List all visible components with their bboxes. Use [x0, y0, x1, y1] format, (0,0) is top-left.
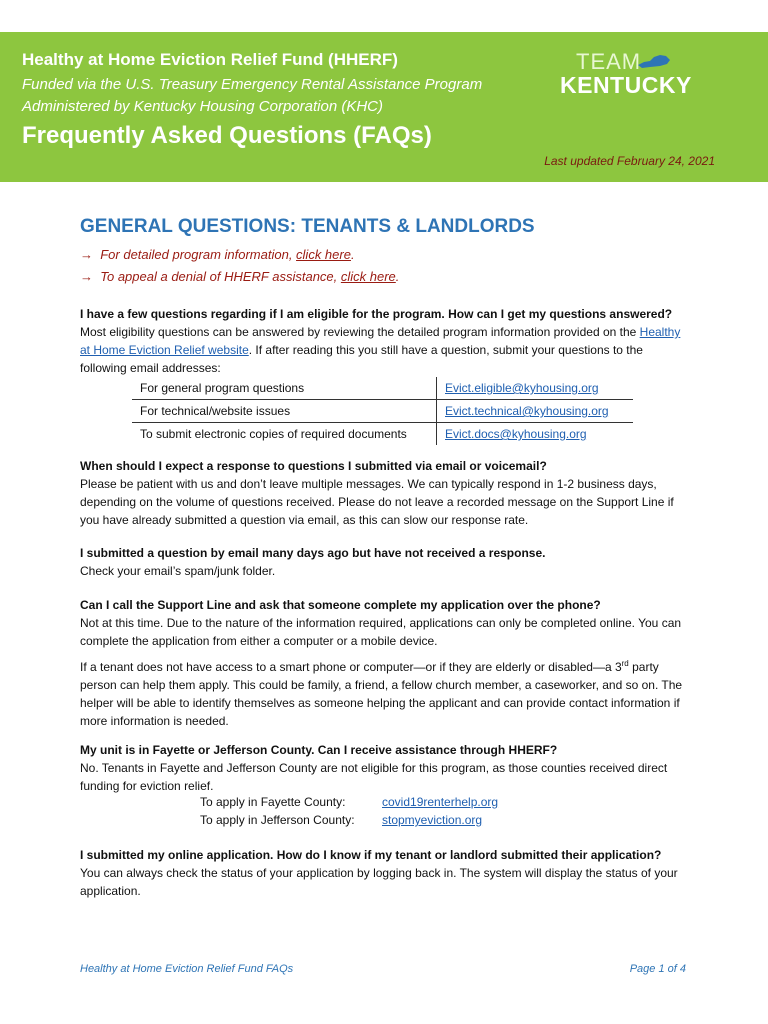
answer-county: No. Tenants in Fayette and Jefferson County are not eligible for this program, as those counties received direct funding for eviction relief.	[80, 761, 668, 793]
footer-title: Healthy at Home Eviction Relief Fund FAQs	[80, 963, 294, 975]
table-row	[132, 423, 633, 446]
arrow-icon: →	[80, 247, 93, 262]
appeal-line	[80, 269, 399, 284]
kentucky-state-icon	[636, 53, 672, 71]
email-link[interactable]: Evict.technical@kyhousing.org	[445, 404, 609, 418]
email-table	[132, 377, 633, 445]
jefferson-label: To apply in Jefferson County:	[200, 813, 355, 827]
question-application-status: I submitted my online application. How do I know if my tenant or landlord submitted their application?	[80, 848, 662, 862]
email-link[interactable]: Evict.docs@kyhousing.org	[445, 427, 587, 441]
page-number: Page 1 of 4	[629, 963, 686, 975]
email-purpose: For technical/website issues	[132, 400, 437, 423]
question-no-response: I submitted a question by email many days ago but have not received a response.	[80, 546, 546, 560]
answer-text: If a tenant does not have access to a smart phone or computer—or if they are elderly or disabled—a 3	[80, 660, 622, 674]
answer-text: Most eligibility questions can be answered by reviewing the detailed program information provided on the	[80, 325, 637, 339]
fayette-label: To apply in Fayette County:	[200, 795, 346, 809]
appeal-link[interactable]: click here	[340, 269, 396, 284]
program-info-text: For detailed program information,	[100, 247, 297, 262]
answer-no-response: Check your email’s spam/junk folder.	[80, 564, 276, 578]
section-heading: GENERAL QUESTIONS: TENANTS & LANDLORDS	[80, 216, 535, 237]
header-banner	[0, 32, 768, 182]
email-link[interactable]: Evict.eligible@kyhousing.org	[445, 381, 599, 395]
ordinal-suffix: rd	[621, 659, 629, 668]
table-row	[132, 400, 633, 423]
administrator-subtitle: Administered by Kentucky Housing Corporation (KHC)	[22, 98, 383, 115]
answer-response-time: Please be patient with us and don’t leave multiple messages. We can typically respond in 1-2 business days, depending on the volume of questions received. Please do not leave a recorded message on the Support Line if you have already submitted a question via email, as this can slow our response rate.	[80, 477, 674, 527]
logo-team-text: TEAM	[576, 49, 642, 74]
answer-eligibility	[80, 323, 690, 377]
answer-application-status: You can always check the status of your application by logging back in. The system will display the status of your application.	[80, 866, 678, 898]
logo-kentucky-text: KENTUCKY	[560, 72, 692, 98]
top-margin	[0, 0, 768, 32]
program-title: Healthy at Home Eviction Relief Fund (HHERF)	[22, 50, 398, 69]
table-row	[132, 377, 633, 400]
question-response-time: When should I expect a response to questions I submitted via email or voicemail?	[80, 459, 547, 473]
team-kentucky-logo	[560, 49, 705, 99]
hherf-website-link[interactable]: Healthy at Home Eviction Relief website	[80, 325, 681, 357]
email-purpose: For general program questions	[132, 377, 437, 400]
answer-third-party	[80, 655, 690, 730]
question-eligibility: I have a few questions regarding if I am eligible for the program. How can I get my questions answered?	[80, 307, 673, 321]
jefferson-link[interactable]: stopmyeviction.org	[382, 813, 483, 827]
answer-text: . If after reading this you still have a question, submit your questions to the following email addresses:	[80, 343, 643, 375]
arrow-icon: →	[80, 269, 93, 284]
appeal-text: To appeal a denial of HHERF assistance,	[100, 269, 341, 284]
funding-subtitle: Funded via the U.S. Treasury Emergency Rental Assistance Program	[22, 76, 483, 93]
fayette-link[interactable]: covid19renterhelp.org	[382, 795, 499, 809]
question-county: My unit is in Fayette or Jefferson County. Can I receive assistance through HHERF?	[80, 743, 558, 757]
program-info-line	[80, 247, 355, 262]
period: .	[395, 269, 400, 284]
period: .	[350, 247, 355, 262]
last-updated: Last updated February 24, 2021	[544, 154, 715, 168]
page-title: Frequently Asked Questions (FAQs)	[22, 122, 432, 149]
question-phone-application: Can I call the Support Line and ask that someone complete my application over the phone?	[80, 598, 601, 612]
program-info-link[interactable]: click here	[296, 247, 351, 262]
answer-phone-application: Not at this time. Due to the nature of the information required, applications can only be completed online. You can complete the application from either a computer or a mobile device.	[80, 616, 682, 648]
email-purpose: To submit electronic copies of required documents	[132, 423, 437, 446]
answer-text: party person can help them apply. This could be family, a friend, a fellow church member, a caseworker, and so on. The helper will be able to identify themselves as someone helping the applicant and can provide contact information if more information is needed.	[80, 660, 683, 728]
